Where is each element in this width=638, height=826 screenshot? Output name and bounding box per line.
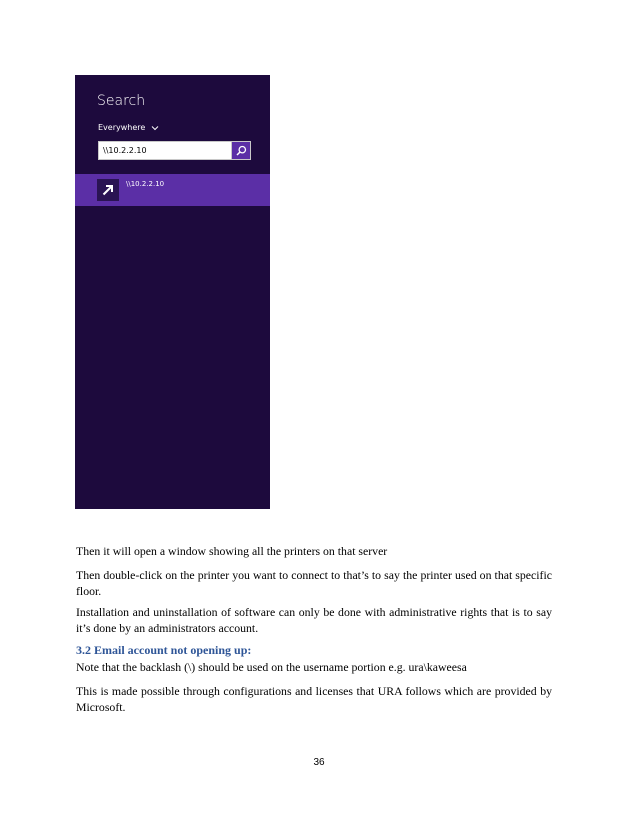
search-result-item[interactable]	[75, 174, 270, 206]
search-panel-screenshot	[75, 75, 270, 509]
paragraph-open-window: Then it will open a window showing all the printers on that server	[76, 544, 388, 558]
search-scope-dropdown[interactable]	[98, 123, 159, 132]
search-title: Search	[97, 93, 146, 109]
search-button[interactable]	[232, 141, 251, 160]
chevron-down-icon	[151, 125, 159, 131]
paragraph-installation: Installation and uninstallation of software can only be done with administrative rights that is to say it’s done by an administrators account.	[76, 605, 552, 635]
search-box	[98, 141, 251, 160]
section-heading-email: 3.2 Email account not opening up:	[76, 643, 252, 657]
search-input[interactable]	[98, 141, 232, 160]
paragraph-backslash-note: Note that the backlash (\) should be used on the username portion e.g. ura\kaweesa	[76, 660, 467, 674]
search-scope-label: Everywhere	[98, 123, 146, 132]
paragraph-configurations: This is made possible through configurations and licenses that URA follows which are provided by Microsoft.	[76, 684, 552, 714]
arrow-up-right-icon	[101, 183, 115, 197]
search-result-label: \\10.2.2.10	[126, 180, 165, 188]
result-tile	[97, 179, 119, 201]
search-icon	[236, 145, 247, 156]
paragraph-double-click: Then double-click on the printer you want to connect to that’s to say the printer used on that specific floor.	[76, 568, 552, 598]
page-number: 36	[313, 757, 325, 768]
